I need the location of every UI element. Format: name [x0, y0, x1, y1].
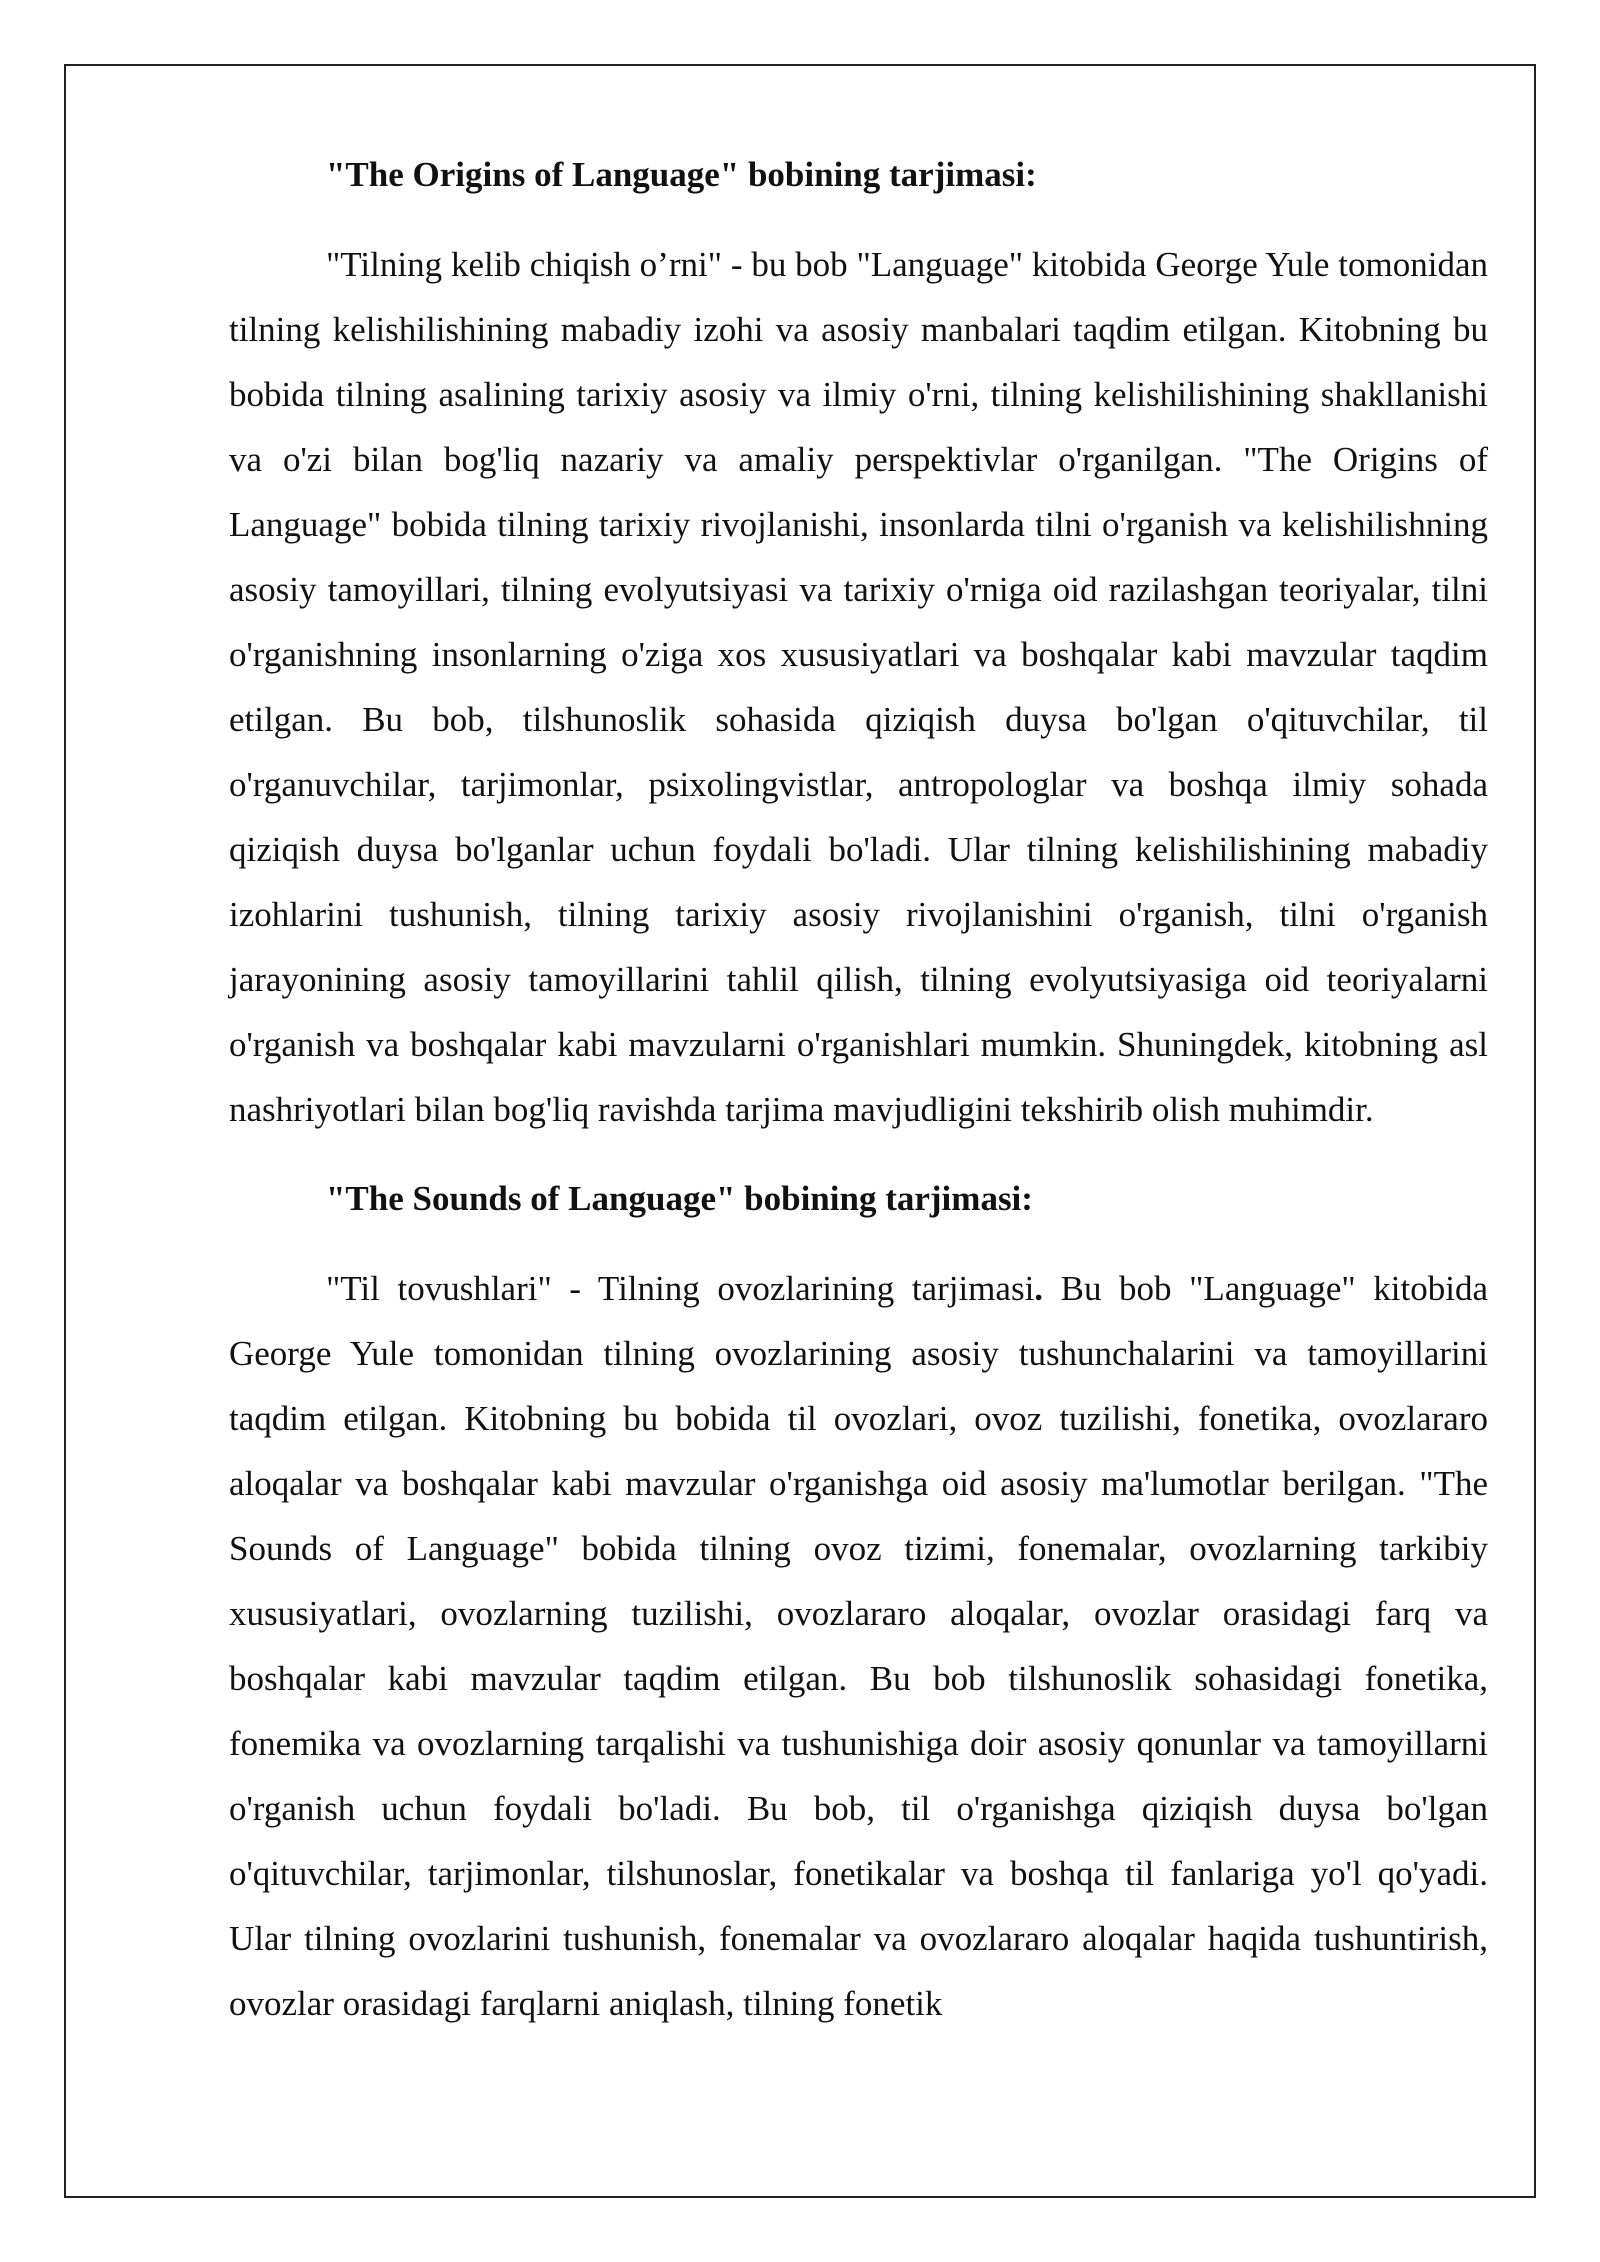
section-heading-sounds: "The Sounds of Language" bobining tarjimasi:	[326, 1179, 1033, 1218]
paragraph-sounds	[229, 1256, 1488, 2036]
paragraph-sounds-start: "Til tovushlari" - Tilning ovozlarining tarjimasi	[326, 1269, 1035, 1308]
paragraph-sounds-bold-dot: .	[1034, 1269, 1044, 1308]
paragraph-origins: "Tilning kelib chiqish o’rni" - bu bob "Language" kitobida George Yule tomonidan tilning kelishilishining mabadiy izohi va asosiy manbalari taqdim etilgan. Kitobning bu bobida tilning asalining tarixiy asosiy va ilmiy o'rni, tilning kelishilishining shakllanishi va o'zi bilan bog'liq nazariy va amaliy perspektivlar o'rganilgan. "The Origins of Language" bobida tilning tarixiy rivojlanishi, insonlarda tilni o'rganish va kelishilishning asosiy tamoyillari, tilning evolyutsiyasi va tarixiy o'rniga oid razilashgan teoriyalar, tilni o'rganishning insonlarning o'ziga xos xususiyatlari va boshqalar kabi mavzular taqdim etilgan. Bu bob, tilshunoslik sohasida qiziqish duysa bo'lgan o'qituvchilar, til o'rganuvchilar, tarjimonlar, psixolingvistlar, antropologlar va boshqa ilmiy sohada qiziqish duysa bo'lganlar uchun foydali bo'ladi. Ular tilning kelishilishining mabadiy izohlarini tushunish, tilning tarixiy asosiy rivojlanishini o'rganish, tilni o'rganish jarayonining asosiy tamoyillarini tahlil qilish, tilning evolyutsiyasiga oid teoriyalarni o'rganish va boshqalar kabi mavzularni o'rganishlari mumkin. Shuningdek, kitobning asl nashriyotlari bilan bog'liq ravishda tarjima mavjudligini tekshirib olish muhimdir.	[229, 245, 1488, 1129]
paragraph-sounds-rest: Bu bob "Language" kitobida George Yule tomonidan tilning ovozlarining asosiy tushunchalarini va tamoyillarini taqdim etilgan. Kitobning bu bobida til ovozlari, ovoz tuzilishi, fonetika, ovozlararo aloqalar va boshqalar kabi mavzular o'rganishga oid asosiy ma'lumotlar berilgan. "The Sounds of Language" bobida tilning ovoz tizimi, fonemalar, ovozlarning tarkibiy xususiyatlari, ovozlarning tuzilishi, ovozlararo aloqalar, ovozlar orasidagi farq va boshqalar kabi mavzular taqdim etilgan. Bu bob tilshunoslik sohasidagi fonetika, fonemika va ovozlarning tarqalishi va tushunishiga doir asosiy qonunlar va tamoyillarni o'rganish uchun foydali bo'ladi. Bu bob, til o'rganishga qiziqish duysa bo'lgan o'qituvchilar, tarjimonlar, tilshunoslar, fonetikalar va boshqa til fanlariga yo'l qo'yadi. Ular tilning ovozlarini tushunish, fonemalar va ovozlararo aloqalar haqida tushuntirish, ovozlar orasidagi farqlarni aniqlash, tilning fonetik	[229, 1269, 1488, 2023]
section-heading-origins: "The Origins of Language" bobining tarjimasi:	[326, 155, 1037, 194]
document-body	[229, 140, 1488, 2036]
